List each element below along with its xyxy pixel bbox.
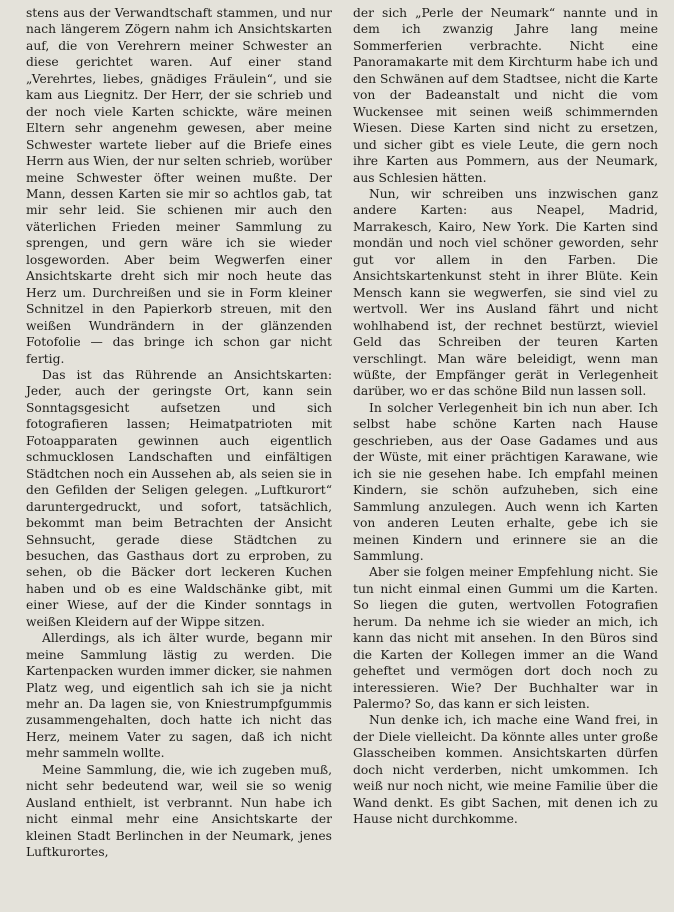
paragraph: Allerdings, als ich älter wurde, begann mir meine Sammlung lästig zu werden. Die Kartenpacken wurden immer dicker, sie nahmen Platz weg, und eigentlich sah ich sie ja nicht mehr an. Da lagen sie, von Kniestrumpfgummis zusammengehalten, doch hatte ich nicht das Herz, meinem Vater zu sagen, daß ich nicht mehr sammeln wollte. <box>26 631 332 761</box>
paragraph: Das ist das Rührende an Ansichtskarten: Jeder, auch der geringste Ort, kann sein Sonntagsgesicht aufsetzen und sich fotografieren lassen; Heimatpatrioten mit Fotoapparaten gewinnen auch eigentlich schmucklosen Landschaften und einfältigen Städtchen noch ein Aussehen ab, als seien sie in den Gefilden der Seligen gelegen. „Luftkurort“ daruntergedruckt, und sofort, tatsächlich, bekommt man beim Betrachten der Ansicht Sehnsucht, gerade diese Städtchen zu besuchen, das Gasthaus dort zu erproben, zu sehen, ob die Bäcker dort leckeren Kuchen haben und ob es eine Waldschänke gibt, mit einer Wiese, auf der die Kinder sonntags in weißen Kleidern auf der Wippe sitzen. <box>26 367 332 629</box>
right-column <box>353 5 658 828</box>
paragraph: stens aus der Verwandtschaft stammen, und nur nach längerem Zögern nahm ich Ansichtskarten auf, die von Verehrern meiner Schwester an diese gerichtet waren. Auf einer stand „Verehrtes, liebes, gnädiges Fräulein“, und sie kam aus Liegnitz. Der Herr, der sie schrieb und der noch viele Karten schickte, wäre meinen Eltern sehr angenehm gewesen, aber meine Schwester wartete lieber auf die Briefe eines Herrn aus Wien, der nur selten schrieb, worüber meine Schwester öfter weinen mußte. Der Mann, dessen Karten sie mir so achtlos gab, tat mir sehr leid. Sie schienen mir auch den väterlichen Frieden meiner Sammlung zu sprengen, und gern wäre ich sie wieder losgeworden. Aber beim Wegwerfen einer Ansichtskarte dreht sich mir noch heute das Herz um. Durchreißen und sie in Form kleiner Schnitzel in den Papierkorb streuen, mit den weißen Wundrändern in der glänzenden Fotofolie — das bringe ich schon gar nicht fertig. <box>26 6 332 366</box>
paragraph: In solcher Verlegenheit bin ich nun aber. Ich selbst habe schöne Karten nach Hause geschrieben, aus der Oase Gadames und aus der Wüste, mit einer prächtigen Karawane, wie ich sie nie gesehen habe. Ich empfahl meinen Kindern, sie schön aufzuheben, sich eine Sammlung anzulegen. Auch wenn ich Karten von anderen Leuten erhalte, gebe ich sie meinen Kindern und erinnere sie an die Sammlung. <box>353 400 658 563</box>
paragraph: Nun, wir schreiben uns inzwischen ganz andere Karten: aus Neapel, Madrid, Marrakesch, Kairo, New York. Die Karten sind mondän und noch viel schöner geworden, sehr gut vor allem in den Farben. Die Ansichtskartenkunst steht in ihrer Blüte. Kein Mensch kann sie wegwerfen, sie sind viel zu wertvoll. Wer ins Ausland fährt und nicht wohlhabend ist, der rechnet bestürzt, wieviel Geld das Schreiben der teuren Karten verschlingt. Man wäre beleidigt, wenn man wüßte, der Empfänger gerät in Verlegenheit darüber, wo er das schöne Bild nun lassen soll. <box>353 186 658 399</box>
paragraph: Aber sie folgen meiner Empfehlung nicht. Sie tun nicht einmal einen Gummi um die Karten. So liegen die guten, wertvollen Fotografien herum. Da nehme ich sie wieder an mich, ich kann das nicht mit ansehen. In den Büros sind die Karten der Kollegen immer an die Wand geheftet und vermögen dort doch noch zu interessieren. Wie? Der Buchhalter war in Palermo? So, das kann er sich leisten. <box>353 565 658 712</box>
paragraph: Nun denke ich, ich mache eine Wand frei, in der Diele vielleicht. Da könnte alles unter große Glasscheiben kommen. Ansichtskarten dürfen doch nicht verderben, nicht umkommen. Ich weiß nur noch nicht, wie meine Familie über die Wand denkt. Es gibt Sachen, mit denen ich zu Hause nicht durchkomme. <box>353 713 658 827</box>
paragraph: der sich „Perle der Neumark“ nannte und in dem ich zwanzig Jahre lang meine Sommerferien verbrachte. Nicht eine Panoramakarte mit dem Kirchturm habe ich und den Schwänen auf dem Stadtsee, nicht die Karte von der Badeanstalt und nicht die vom Wuckensee mit seinen weiß schimmernden Wiesen. Diese Karten sind nicht zu ersetzen, und sicher gibt es viele Leute, die gern noch ihre Karten aus Pommern, aus der Neumark, aus Schlesien hätten. <box>353 6 658 185</box>
paragraph: Meine Sammlung, die, wie ich zugeben muß, nicht sehr bedeutend war, weil sie so wenig Ausland enthielt, ist verbrannt. Nun habe ich nicht einmal mehr eine Ansichtskarte der kleinen Stadt Berlinchen in der Neumark, jenes Luftkurortes, <box>26 762 332 860</box>
left-column <box>26 5 332 861</box>
